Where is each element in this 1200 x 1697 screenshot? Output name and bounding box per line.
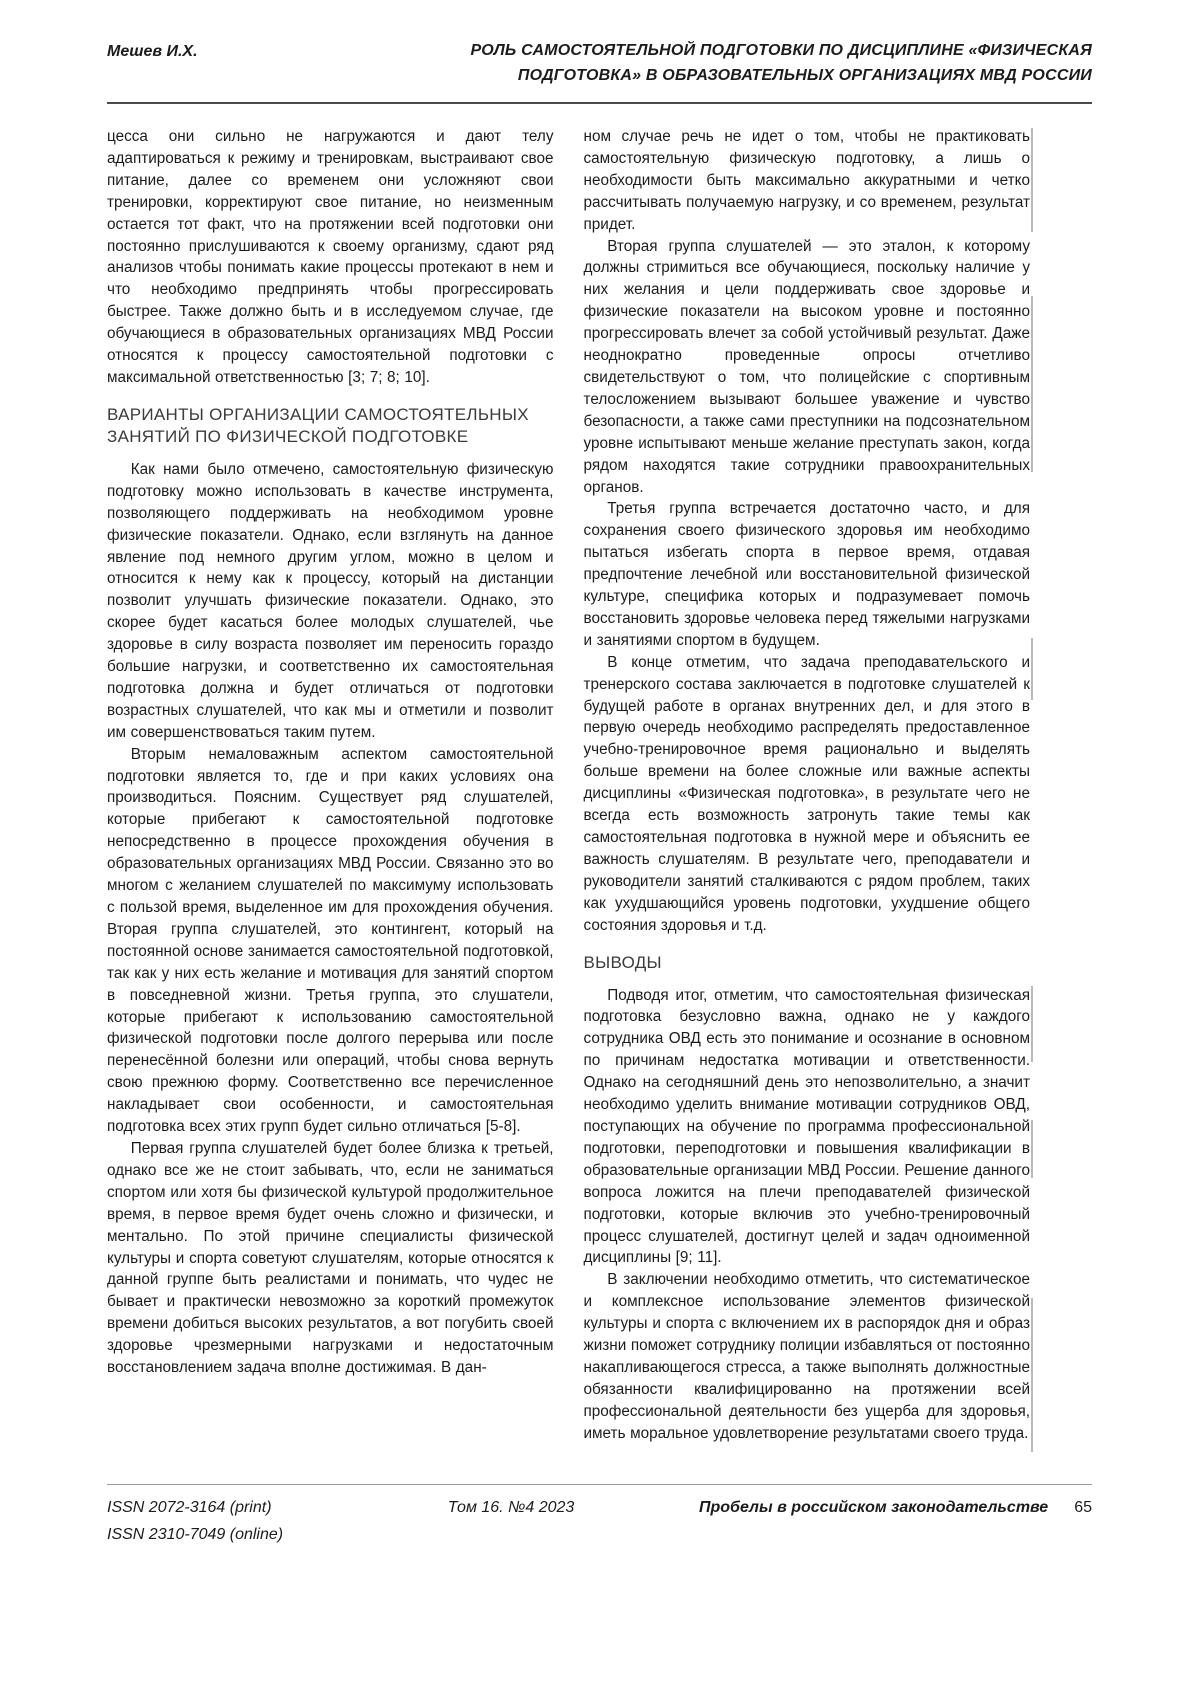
- paragraph: В заключении необходимо отметить, что систематическое и комплексное использование элементов физической культуры и спорта с включением их в распорядок дня и образ жизни поможет сотруднику полиции избавляться от постоянно накапливающегося стресса, а также выполнять должностные обязанности квалифицированно на протяжении всей профессиональной деятельности без ущерба для здоровья, иметь моральное удовлетворение результатами своего труда.: [583, 1271, 1030, 1442]
- left-column: [107, 126, 554, 1445]
- right-column: [584, 126, 1031, 1445]
- journal-name: Пробелы в российском законодательстве: [699, 1499, 1049, 1516]
- margin-mark: [1031, 128, 1033, 232]
- paragraph: Вторым немаловажным аспектом самостоятельной подготовки является то, где и при каких условиях она производиться. Поясним. Существует ряд слушателей, которые прибегают к самостоятельной подготовке непосредственно в процессе прохождения обучения в образовательных организациях МВД России. Связанно это во многом с желанием слушателей по максимуму использовать с пользой время, выделенное им для прохождения обучения. Вторая группа слушателей, это контингент, который на постоянной основе занимается самостоятельной подготовкой, так как у них есть желание и мотивация для занятий спортом в повседневной жизни. Третья группа, это слушатели, которые прибегают к использованию самостоятельной физической подготовки после долгого перерыва или после перенесённой болезни или операций, чтобы снова вернуть свою прежнюю форму. Соответственно все перечисленное накладывает свои особенности, и самостоятельная подготовка всех этих групп будет сильно отличаться [5-8].: [107, 745, 554, 1136]
- paragraph: В конце отметим, что задача преподавательского и тренерского состава заключается в подготовке слушателей к будущей работе в органах внутренних дел, и для этого в первую очередь необходимо распределять предоставленное учебно-тренировочное время рационально и выделять больше времени на более сложные или важные аспекты дисциплины «Физическая подготовка», в результате чего не всегда есть возможность затронуть такие темы как самостоятельная подготовка в нужной мере и объяснить ее важность слушателям. В результате чего, преподаватели и руководители занятий сталкиваются с рядом проблем, таких как ухудшающийся уровень подготовки, ухудшение общего состояния здоровья и т.д.: [583, 653, 1030, 934]
- margin-mark: [1031, 1120, 1033, 1178]
- issn-online: ISSN 2310-7049 (online): [107, 1526, 284, 1543]
- volume-issue: Том 16. №4 2023: [447, 1499, 575, 1516]
- page-footer: [107, 1484, 1092, 1548]
- paragraph: Как нами было отмечено, самостоятельную физическую подготовку можно использовать в качестве инструмента, позволяющего поддерживать на необходимом уровне физические показатели. Однако, если взглянуть на данное явление под немного другим углом, можно в целом и относится к нему как к процессу, который на дистанции позволит улучшать физические показатели. Однако, это скорее будет касаться более молодых слушателей, чье здоровье в силу возраста позволяет им переносить гораздо большие нагрузки, и соответственно их самостоятельная подготовка должна и будет отличаться от подготовки возрастных слушателей, что как мы и отметили и позволит им совершенствоваться таким путем.: [107, 460, 554, 741]
- paragraph-continuation: ном случае речь не идет о том, чтобы не практиковать самостоятельную физическую подготовку, а лишь о необходимости быть максимально аккуратными и четко рассчитывать получаемую нагрузку, и со временем, результат придет.: [583, 128, 1030, 233]
- margin-mark: [1031, 296, 1033, 472]
- section-heading-variants: ВАРИАНТЫ ОРГАНИЗАЦИИ САМОСТОЯТЕЛЬНЫХ ЗАНЯТИЙ ПО ФИЗИЧЕСКОЙ ПОДГОТОВКЕ: [107, 404, 529, 446]
- author-name: Мешев И.Х.: [107, 43, 198, 60]
- article-title: РОЛЬ САМОСТОЯТЕЛЬНОЙ ПОДГОТОВКИ ПО ДИСЦИПЛИНЕ «ФИЗИЧЕСКАЯ ПОДГОТОВКА» В ОБРАЗОВАТЕЛЬНЫХ ОРГАНИЗАЦИЯХ МВД РОССИИ: [470, 42, 1092, 84]
- paragraph-continuation: цесса они сильно не нагружаются и дают телу адаптироваться к режиму и тренировкам, выстраивают свое питание, далее со временем они усложняют свои тренировки, корректируют свое питание, но неизменным остается тот факт, что на протяжении всей подготовки они постоянно прислушиваются к своему организму, сдают ряд анализов чтобы понимать какие процессы протекают в нем и что необходимо предпринять чтобы прогрессировать быстрее. Также должно быть и в исследуемом случае, где обучающиеся в образовательных организациях МВД России относятся к процессу самостоятельной подготовки с максимальной ответственностью [3; 7; 8; 10].: [107, 128, 554, 386]
- issn-block: [107, 1494, 283, 1548]
- journal-block: [699, 1494, 1092, 1521]
- issn-print: ISSN 2072-3164 (print): [107, 1499, 272, 1516]
- page-header: [107, 38, 1092, 104]
- section-heading-conclusions: ВЫВОДЫ: [583, 952, 662, 972]
- paragraph: Первая группа слушателей будет более близка к третьей, однако все же не стоит забывать, что, если не заниматься спортом или хотя бы физической культурой продолжительное время, в первое время будет очень сложно и физически, и ментально. По этой причине специалисты физической культуры и спорта советуют слушателям, которые относятся к данной группе быть реалистами и понимать, что чудес не бывает и практически невозможно за короткий промежуток времени добиться высоких результатов, а вот погубить своей здоровье чрезмерными нагрузками и недостаточным восстановлением задача вполне достижимая. В дан-: [107, 1139, 554, 1377]
- margin-mark: [1031, 986, 1033, 1062]
- margin-mark: [1031, 1298, 1033, 1452]
- paragraph: Третья группа встречается достаточно часто, и для сохранения своего физического здоровья им необходимо пытаться избегать спорта в первое время, отдавая предпочтение лечебной или восстановительной физической культуре, специфика которых и подразумевает помочь восстановить здоровье человека перед тяжелыми нагрузками и занятиями спортом в будущем.: [583, 500, 1030, 649]
- paragraph: Подводя итог, отметим, что самостоятельная физическая подготовка безусловно важна, однако не у каждого сотрудника ОВД есть это понимание и осознание в основном по причинам недостатка мотивации и ответственности. Однако на сегодняшний день это непозволительно, а значит необходимо уделить внимание мотивации сотрудников ОВД, поступающих на обучение по программа профессиональной подготовки, переподготовки и повышения квалификации в образовательные организации МВД России. Решение данного вопроса ложится на плечи преподавателей физической подготовки, которые включив это учебно-тренировочный процесс слушателей, достигнут целей и задач одноименной дисциплины [9; 11].: [583, 986, 1030, 1267]
- paragraph: Вторая группа слушателей — это эталон, к которому должны стримиться все обучающиеся, поскольку наличие у них желания и цели поддерживать свое здоровье и физические показатели на высоком уровне и постоянно прогрессировать влечет за собой устойчивый результат. Даже неоднократно проведенные опросы отчетливо свидетельствуют о том, что полицейские с спортивным телосложением вызывают большее уважение и чувство безопасности, а также сами преступники на подсознательном уровне испытывают меньше желание преступать закон, когда рядом находятся такие сотрудники правоохранительных органов.: [583, 237, 1030, 496]
- margin-mark: [1031, 638, 1033, 700]
- article-body: [107, 126, 1030, 1445]
- page-number: 65: [1074, 1499, 1092, 1516]
